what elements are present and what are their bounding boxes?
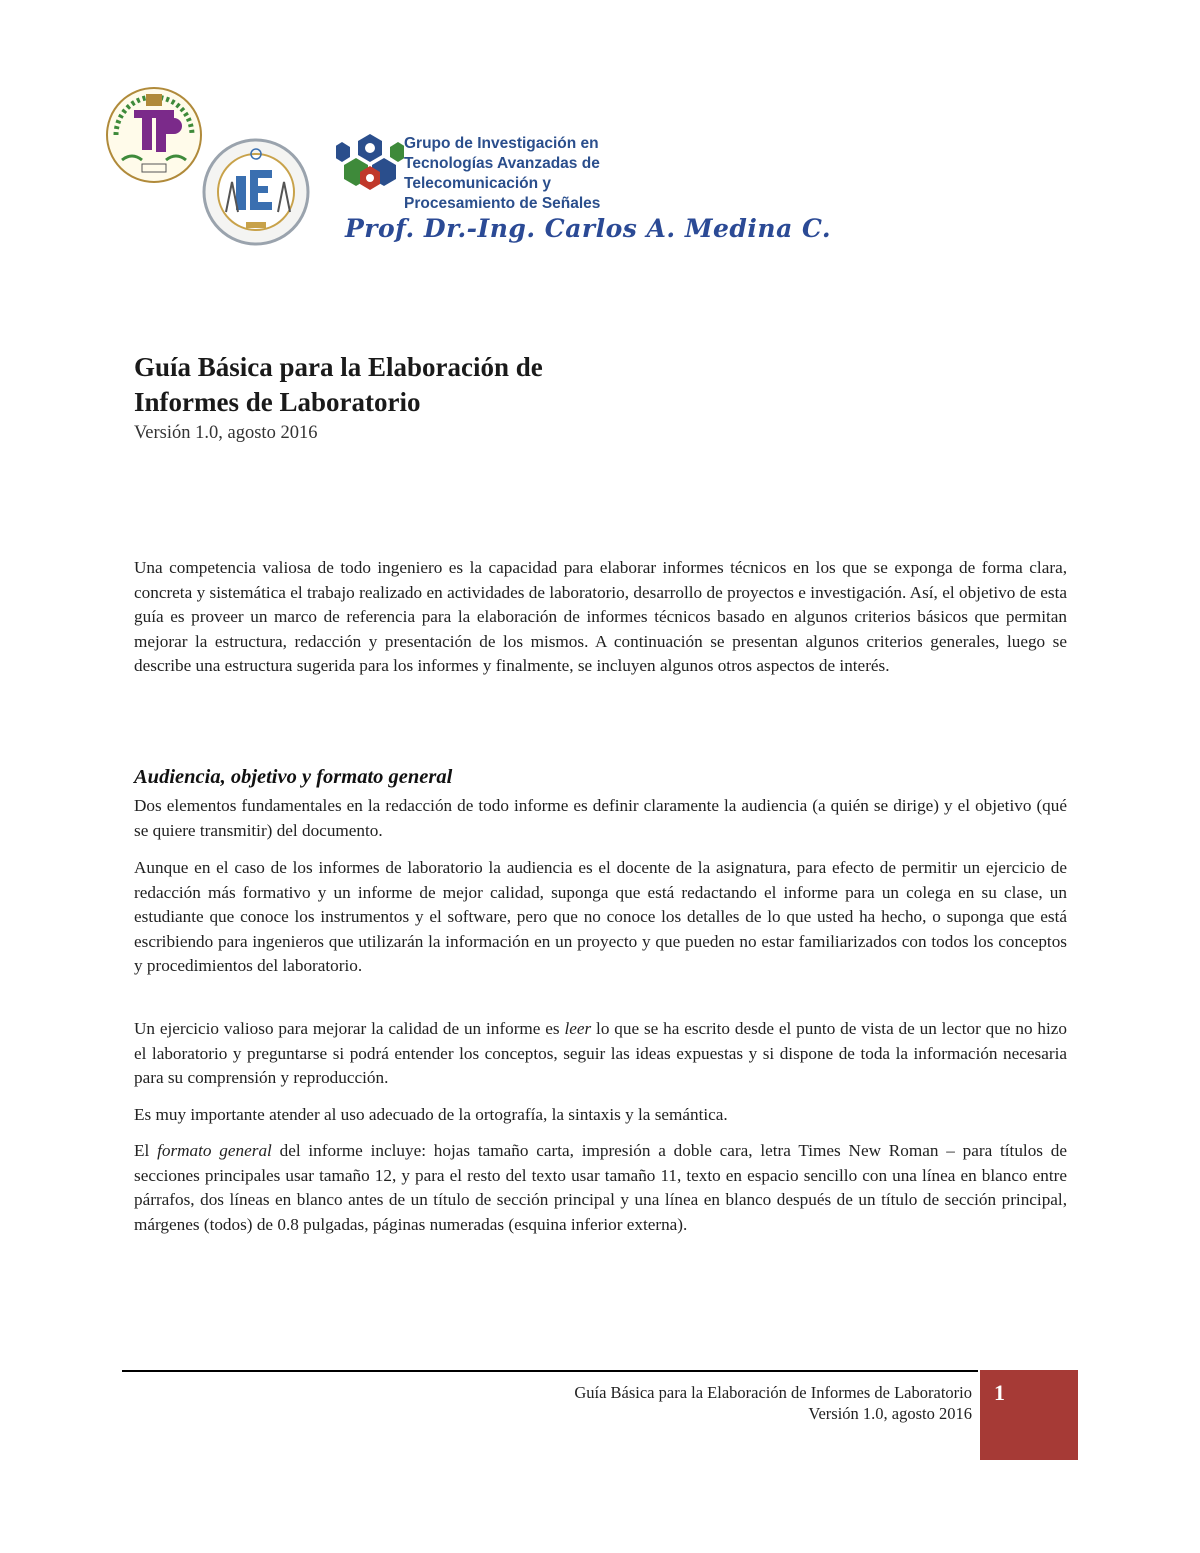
footer-title: Guía Básica para la Elaboración de Informes de Laboratorio xyxy=(574,1383,972,1402)
p5-emphasis: formato general xyxy=(157,1141,272,1160)
section-heading: Audiencia, objetivo y formato general xyxy=(134,766,453,788)
group-line-4: Procesamiento de Señales xyxy=(404,195,601,212)
group-line-3: Telecomunicación y xyxy=(404,175,552,192)
paragraph-reading-exercise xyxy=(134,1017,1067,1091)
document-version: Versión 1.0, agosto 2016 xyxy=(134,423,318,443)
paragraph-general-format xyxy=(134,1139,1067,1237)
document-title xyxy=(134,350,543,420)
professor-name: Prof. Dr.-Ing. Carlos A. Medina C. xyxy=(345,214,832,243)
p3-text-before: Un ejercicio valioso para mejorar la calidad de un informe es xyxy=(134,1019,565,1038)
p5-text-after: del informe incluye: hojas tamaño carta, impresión a doble cara, letra Times New Roman – para títulos de secciones principales usar tamaño 12, y para el resto del texto usar tamaño 11, texto en espacio sencillo con una línea en blanco entre párrafos, dos líneas en blanco antes de un título de sección principal y una línea en blanco después de un título de sección principal, márgenes (todos) de 0.8 pulgadas, páginas numeradas (esquina inferior externa). xyxy=(134,1141,1067,1234)
title-line-2: Informes de Laboratorio xyxy=(134,387,421,417)
group-line-1: Grupo de Investigación en xyxy=(404,135,599,152)
p5-text-before: El xyxy=(134,1141,158,1160)
page-number: 1 xyxy=(994,1380,1005,1405)
p3-emphasis: leer xyxy=(564,1019,592,1038)
footer-text xyxy=(574,1382,972,1424)
fie-seal-icon xyxy=(200,130,312,258)
intro-paragraph: Una competencia valiosa de todo ingeniero es la capacidad para elaborar informes técnicos en los que se exponga de forma clara, concreta y sistemática el trabajo realizado en actividades de laboratorio, desarrollo de proyectos e investigación. Así, el objetivo de esta guía es proveer un marco de referencia para la elaboración de informes técnicos basado en algunos criterios básicos que permitan mejorar la estructura, redacción y presentación de los mismos. A continuación se presentan algunos criterios generales, luego se describe una estructura sugerida para los informes y finalmente, se incluyen algunos otros aspectos de interés. xyxy=(134,558,1067,675)
p3-text-after: lo que se ha escrito desde el punto de vista de un lector que no hizo el laboratorio y preguntarse si podrá entender los conceptos, seguir las ideas expuestas y si dispone de toda la información necesaria para su comprensión y reproducción. xyxy=(134,1019,1067,1087)
footer-version: Versión 1.0, agosto 2016 xyxy=(808,1404,972,1423)
paragraph-audience: Dos elementos fundamentales en la redacción de todo informe es definir claramente la audiencia (a quién se dirige) y el objetivo (qué se quiere transmitir) del documento. xyxy=(134,796,1067,840)
title-line-1: Guía Básica para la Elaboración de xyxy=(134,352,543,382)
research-group-name xyxy=(404,134,734,214)
utp-seal-icon xyxy=(104,80,204,200)
paragraph-orthography: Es muy importante atender al uso adecuado de la ortografía, la sintaxis y la semántica. xyxy=(134,1105,728,1124)
footer-divider xyxy=(122,1370,978,1372)
hexagon-cluster-icon xyxy=(336,130,404,198)
group-line-2: Tecnologías Avanzadas de xyxy=(404,155,600,172)
paragraph-audience-detail: Aunque en el caso de los informes de laboratorio la audiencia es el docente de la asignatura, para efecto de permitir un ejercicio de redacción más formativo y un informe de mejor calidad, suponga que está redactando el informe para un colega en su clase, un estudiante que conoce los instrumentos y el software, pero que no conoce los detalles de lo que usted ha hecho, o suponga que está escribiendo para ingenieros que utilizarán la información en un proyecto y que pueden no estar familiarizados con todos los conceptos y procedimientos del laboratorio. xyxy=(134,858,1067,975)
